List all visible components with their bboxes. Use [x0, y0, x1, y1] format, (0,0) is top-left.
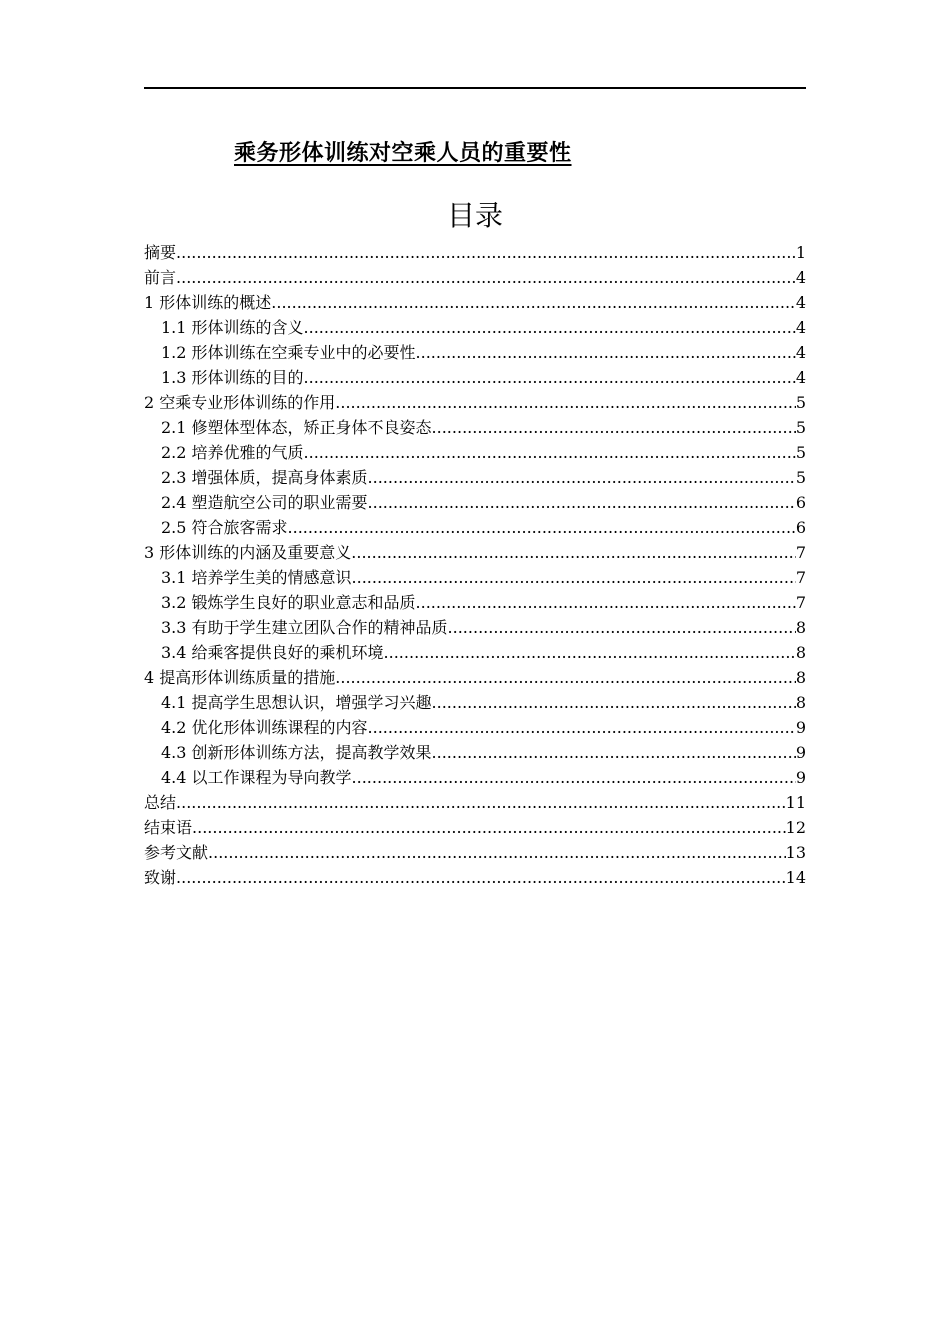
toc-entry[interactable]	[144, 565, 806, 590]
toc-entry-label: 4.2 优化形体训练课程的内容	[161, 718, 368, 737]
table-of-contents	[144, 240, 806, 890]
toc-entry-page-number: 8	[795, 643, 806, 662]
toc-entry-label: 总结	[144, 793, 177, 812]
toc-entry[interactable]	[144, 840, 806, 865]
toc-entry[interactable]	[144, 290, 806, 315]
toc-entry-page-number: 5	[795, 468, 806, 487]
toc-entry-label: 前言	[144, 268, 177, 287]
toc-dot-leader	[351, 540, 796, 565]
toc-entry[interactable]	[144, 315, 806, 340]
toc-entry[interactable]	[144, 765, 806, 790]
toc-dot-leader	[352, 765, 796, 790]
toc-entry-page-number: 5	[795, 418, 806, 437]
toc-dot-leader	[352, 565, 796, 590]
toc-entry-page-number: 8	[795, 618, 806, 637]
toc-entry-page-number: 5	[795, 393, 806, 412]
toc-dot-leader	[368, 715, 796, 740]
toc-entry-page-number: 14	[785, 868, 806, 887]
toc-entry-page-number: 6	[795, 493, 806, 512]
toc-entry-page-number: 5	[795, 443, 806, 462]
toc-entry[interactable]	[144, 465, 806, 490]
toc-entry-page-number: 4	[795, 293, 806, 312]
toc-dot-leader	[448, 615, 796, 640]
toc-dot-leader	[176, 265, 796, 290]
toc-heading: 目录	[446, 199, 503, 232]
toc-dot-leader	[208, 840, 786, 865]
toc-dot-leader	[176, 790, 786, 815]
toc-entry-label: 参考文献	[144, 843, 209, 862]
toc-entry-page-number: 7	[795, 543, 806, 562]
toc-entry-label: 1 形体训练的概述	[144, 293, 272, 312]
toc-entry-page-number: 8	[795, 693, 806, 712]
toc-entry[interactable]	[144, 665, 806, 690]
toc-entry-label: 3.4 给乘客提供良好的乘机环境	[161, 643, 384, 662]
toc-entry-label: 摘要	[144, 243, 177, 262]
toc-entry[interactable]	[144, 590, 806, 615]
toc-dot-leader	[271, 290, 796, 315]
toc-entry-label: 3.1 培养学生美的情感意识	[161, 568, 352, 587]
toc-dot-leader	[304, 315, 796, 340]
toc-entry-page-number: 12	[785, 818, 806, 837]
toc-entry-label: 4.4 以工作课程为导向教学	[161, 768, 352, 787]
toc-entry[interactable]	[144, 515, 806, 540]
toc-entry-page-number: 4	[795, 318, 806, 337]
toc-dot-leader	[368, 465, 796, 490]
toc-entry-label: 2.3 增强体质，提高身体素质	[161, 468, 368, 487]
toc-entry[interactable]	[144, 415, 806, 440]
toc-entry-label: 3 形体训练的内涵及重要意义	[144, 543, 352, 562]
toc-entry-page-number: 7	[795, 568, 806, 587]
toc-entry-label: 4.1 提高学生思想认识，增强学习兴趣	[161, 693, 432, 712]
document-title: 乘务形体训练对空乘人员的重要性	[234, 141, 572, 166]
toc-entry[interactable]	[144, 240, 806, 265]
toc-entry-label: 1.2 形体训练在空乘专业中的必要性	[161, 343, 416, 362]
toc-entry[interactable]	[144, 365, 806, 390]
toc-entry-page-number: 7	[795, 593, 806, 612]
toc-entry[interactable]	[144, 740, 806, 765]
toc-entry[interactable]	[144, 615, 806, 640]
toc-entry-page-number: 4	[795, 268, 806, 287]
toc-entry[interactable]	[144, 815, 806, 840]
toc-dot-leader	[432, 415, 796, 440]
toc-dot-leader	[192, 815, 786, 840]
toc-entry-label: 2.4 塑造航空公司的职业需要	[161, 493, 368, 512]
toc-dot-leader	[335, 665, 796, 690]
toc-entry[interactable]	[144, 715, 806, 740]
toc-entry[interactable]	[144, 865, 806, 890]
toc-entry[interactable]	[144, 790, 806, 815]
toc-entry[interactable]	[144, 540, 806, 565]
toc-entry-label: 2 空乘专业形体训练的作用	[144, 393, 336, 412]
toc-entry[interactable]	[144, 640, 806, 665]
toc-dot-leader	[304, 365, 796, 390]
toc-entry[interactable]	[144, 440, 806, 465]
toc-dot-leader	[176, 865, 786, 890]
toc-entry-page-number: 1	[795, 243, 806, 262]
toc-entry-label: 1.3 形体训练的目的	[161, 368, 304, 387]
toc-entry-label: 4 提高形体训练质量的措施	[144, 668, 336, 687]
toc-entry-page-number: 4	[795, 343, 806, 362]
toc-entry-label: 2.1 修塑体型体态，矫正身体不良姿态	[161, 418, 432, 437]
toc-dot-leader	[416, 340, 796, 365]
toc-entry[interactable]	[144, 690, 806, 715]
toc-entry[interactable]	[144, 340, 806, 365]
toc-entry[interactable]	[144, 490, 806, 515]
toc-dot-leader	[416, 590, 796, 615]
toc-entry-page-number: 13	[785, 843, 806, 862]
toc-entry-label: 结束语	[144, 818, 193, 837]
toc-entry-label: 2.2 培养优雅的气质	[161, 443, 304, 462]
toc-entry-label: 4.3 创新形体训练方法，提高教学效果	[161, 743, 432, 762]
toc-entry-label: 1.1 形体训练的含义	[161, 318, 304, 337]
toc-entry-label: 致谢	[144, 868, 177, 887]
toc-entry-label: 3.2 锻炼学生良好的职业意志和品质	[161, 593, 416, 612]
toc-dot-leader	[288, 515, 796, 540]
header-rule	[144, 87, 806, 89]
toc-dot-leader	[176, 240, 796, 265]
toc-entry-label: 3.3 有助于学生建立团队合作的精神品质	[161, 618, 448, 637]
toc-entry-label: 2.5 符合旅客需求	[161, 518, 288, 537]
toc-entry-page-number: 4	[795, 368, 806, 387]
toc-entry[interactable]	[144, 390, 806, 415]
toc-entry-page-number: 9	[795, 743, 806, 762]
toc-entry-page-number: 8	[795, 668, 806, 687]
toc-entry-page-number: 11	[785, 793, 806, 812]
toc-dot-leader	[304, 440, 796, 465]
toc-dot-leader	[368, 490, 796, 515]
toc-entry-page-number: 9	[795, 718, 806, 737]
toc-entry-page-number: 6	[795, 518, 806, 537]
toc-entry-page-number: 9	[795, 768, 806, 787]
toc-dot-leader	[384, 640, 796, 665]
toc-entry[interactable]	[144, 265, 806, 290]
toc-dot-leader	[432, 740, 796, 765]
toc-dot-leader	[432, 690, 796, 715]
toc-dot-leader	[335, 390, 796, 415]
